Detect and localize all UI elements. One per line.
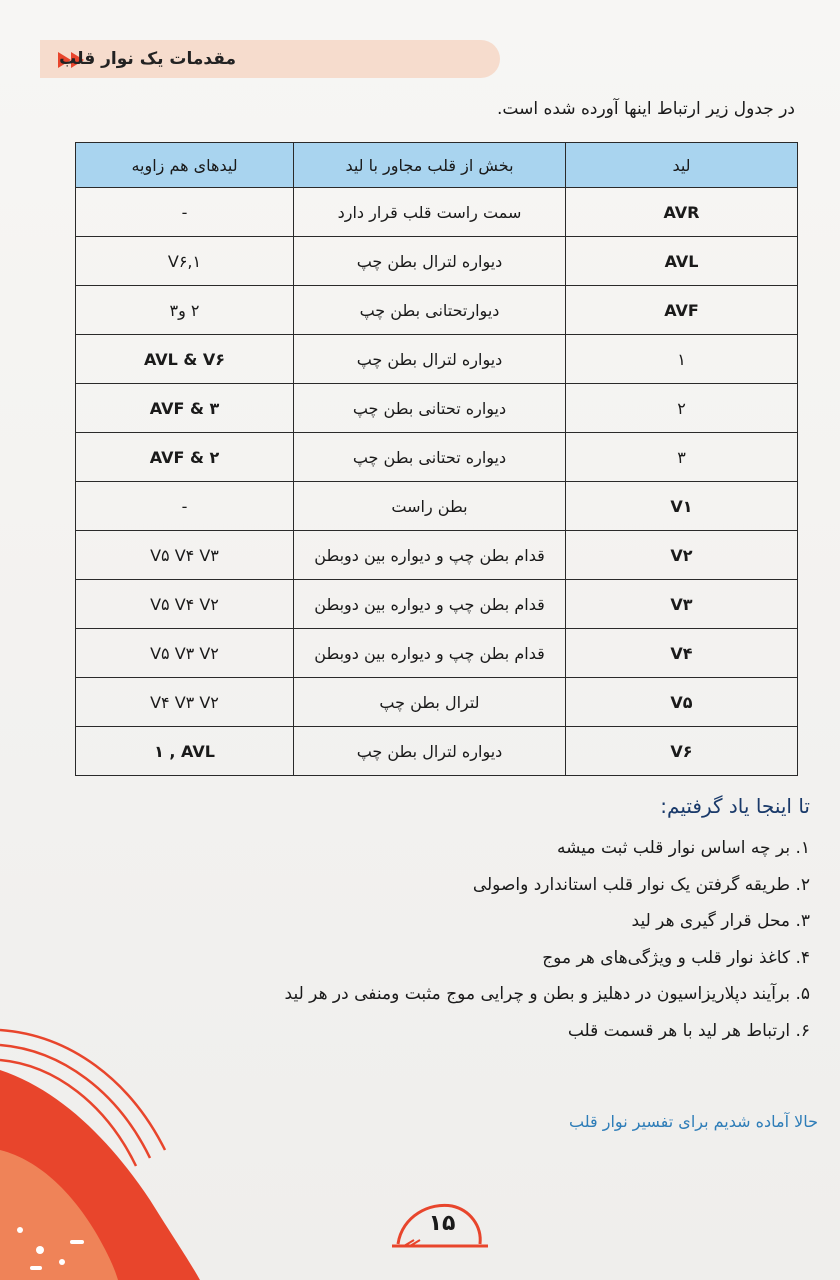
summary-heading: تا اینجا یاد گرفتیم: xyxy=(660,794,810,818)
page-number: ۱۵ xyxy=(428,1211,456,1236)
list-item: ۲. طریقه گرفتن یک نوار قلب استاندارد واصولی xyxy=(472,874,810,895)
table-row xyxy=(76,335,798,384)
lead-cell: ۳ xyxy=(566,433,798,482)
list-item: ۵. برآیند دپلاریزاسیون در دهلیز و بطن و چرایی موج مثبت ومنفی در هر لید xyxy=(284,984,810,1004)
header-same-angle-leads: لیدهای هم زاویه xyxy=(76,143,294,188)
heart-part-cell: دیواره لترال بطن چپ xyxy=(294,335,566,384)
list-item: ۱. بر چه اساس نوار قلب ثبت میشه xyxy=(557,838,810,858)
table-row xyxy=(76,678,798,727)
lead-cell: V۱ xyxy=(566,482,798,531)
heart-part-cell: قدام بطن چپ و دیواره بین دوبطن xyxy=(294,531,566,580)
chapter-title: مقدمات یک نوار قلب xyxy=(59,49,236,69)
intro-text: در جدول زیر ارتباط اینها آورده شده است. xyxy=(497,99,795,119)
same-angle-cell: V۵ V۴ V۳ xyxy=(76,531,294,580)
summary-list xyxy=(170,830,810,1049)
list-item: ۴. کاغذ نوار قلب و ویژگی‌های هر موج xyxy=(542,947,810,968)
lead-cell: V۴ xyxy=(566,629,798,678)
table-row xyxy=(76,531,798,580)
header-heart-part: بخش از قلب مجاور با لید xyxy=(294,143,566,188)
heart-part-cell: دیواره تحتانی بطن چپ xyxy=(294,384,566,433)
lead-cell: V۲ xyxy=(566,531,798,580)
same-angle-cell: V۵ V۳ V۲ xyxy=(76,629,294,678)
same-angle-cell: - xyxy=(76,188,294,237)
lead-cell: V۶ xyxy=(566,727,798,776)
heart-part-cell: دیواره لترال بطن چپ xyxy=(294,727,566,776)
table-header-row xyxy=(76,143,798,188)
decorative-swirl-graphic xyxy=(0,1000,210,1280)
same-angle-cell: AVF & ۲ xyxy=(76,433,294,482)
table-row xyxy=(76,482,798,531)
table-row xyxy=(76,727,798,776)
table-row xyxy=(76,384,798,433)
heart-part-cell: لترال بطن چپ xyxy=(294,678,566,727)
same-angle-cell: AVL & V۶ xyxy=(76,335,294,384)
heart-part-cell: دیوارتحتانی بطن چپ xyxy=(294,286,566,335)
list-item: ۶. ارتباط هر لید با هر قسمت قلب xyxy=(567,1020,810,1041)
same-angle-cell: ۱ , AVL xyxy=(76,727,294,776)
lead-cell: AVR xyxy=(566,188,798,237)
list-item: ۳. محل قرار گیری هر لید xyxy=(631,911,810,931)
same-angle-cell: V۴ V۳ V۲ xyxy=(76,678,294,727)
header-lead: لید xyxy=(566,143,798,188)
same-angle-cell: V۵ V۴ V۲ xyxy=(76,580,294,629)
table-row xyxy=(76,286,798,335)
lead-cell: AVL xyxy=(566,237,798,286)
heart-part-cell: قدام بطن چپ و دیواره بین دوبطن xyxy=(294,629,566,678)
table-row xyxy=(76,629,798,678)
heart-part-cell: بطن راست xyxy=(294,482,566,531)
heart-part-cell: دیواره تحتانی بطن چپ xyxy=(294,433,566,482)
same-angle-cell: AVF & ۳ xyxy=(76,384,294,433)
heart-part-cell: سمت راست قلب قرار دارد xyxy=(294,188,566,237)
table-row xyxy=(76,237,798,286)
same-angle-cell: V۶,۱ xyxy=(76,237,294,286)
heart-part-cell: دیواره لترال بطن چپ xyxy=(294,237,566,286)
same-angle-cell: ۲ و۳ xyxy=(76,286,294,335)
leads-table xyxy=(75,142,798,776)
lead-cell: ۱ xyxy=(566,335,798,384)
table-row xyxy=(76,188,798,237)
lead-cell: AVF xyxy=(566,286,798,335)
table-row xyxy=(76,580,798,629)
lead-cell: V۳ xyxy=(566,580,798,629)
closing-note: حالا آماده شدیم برای تفسیر نوار قلب xyxy=(569,1112,818,1131)
same-angle-cell: - xyxy=(76,482,294,531)
lead-cell: ۲ xyxy=(566,384,798,433)
table-row xyxy=(76,433,798,482)
heart-part-cell: قدام بطن چپ و دیواره بین دوبطن xyxy=(294,580,566,629)
lead-cell: V۵ xyxy=(566,678,798,727)
